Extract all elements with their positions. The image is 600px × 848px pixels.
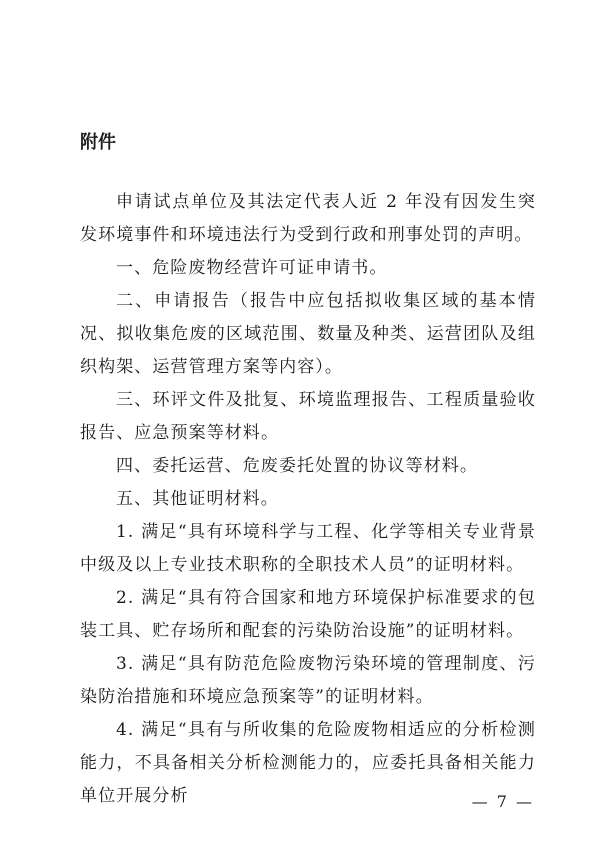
paragraph-subitem-1: 1. 满足“具有环境科学与工程、化学等相关专业背景中级及以上专业技术职称的全职技术人员”的证明材料。 — [80, 522, 536, 575]
paragraph-declaration: 申请试点单位及其法定代表人近 2 年没有因发生突发环境事件和环境违法行为受到行政和刑事处罚的声明。 — [80, 192, 536, 245]
paragraph-item-1: 一、危险废物经营许可证申请书。 — [116, 258, 388, 278]
paragraph-item-5: 五、其他证明材料。 — [116, 489, 279, 509]
attachment-heading: 附件 — [80, 132, 116, 153]
paragraph-subitem-2: 2. 满足“具有符合国家和地方环境保护标准要求的包装工具、贮存场所和配套的污染防治设施”的证明材料。 — [80, 588, 536, 641]
paragraph-item-2: 二、申请报告（报告中应包括拟收集区域的基本情况、拟收集危废的区域范围、数量及种类、运营团队及组织构架、运营管理方案等内容）。 — [80, 291, 536, 377]
document-body — [80, 186, 536, 813]
page-number: — 7 — — [471, 792, 534, 811]
paragraph-subitem-3: 3. 满足“具有防范危险废物污染环境的管理制度、污染防治措施和环境应急预案等”的证明材料。 — [80, 654, 536, 707]
paragraph-subitem-4: 4. 满足“具有与所收集的危险废物相适应的分析检测能力，不具备相关分析检测能力的，应委托具备相关能力单位开展分析 — [80, 720, 536, 806]
paragraph-item-4: 四、委托运营、危废委托处置的协议等材料。 — [116, 456, 478, 476]
paragraph-item-3: 三、环评文件及批复、环境监理报告、工程质量验收报告、应急预案等材料。 — [80, 390, 536, 443]
